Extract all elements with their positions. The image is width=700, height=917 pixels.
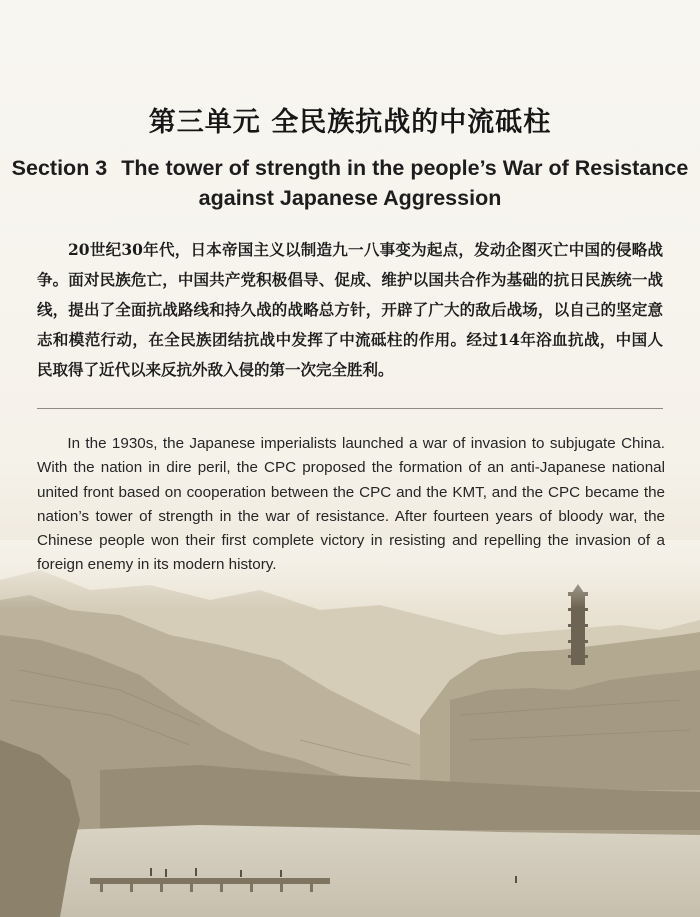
section-title-english [0, 153, 700, 213]
unit-title-chinese: 第三单元 全民族抗战的中流砥柱 [148, 107, 552, 138]
section-divider [37, 408, 663, 409]
intro-paragraph-english: In the 1930s, the Japanese imperialists launched a war of invasion to subjugate China. With the nation in dire peril, the CPC proposed the formation of an anti-Japanese national united front based on cooperation between the CPC and the KMT, and the CPC became the nation’s tower of strength in the war of resistance. After fourteen years of bloody war, the Chinese people won their first complete victory in resisting and repelling the invasion of a foreign enemy in its modern history. [37, 435, 665, 574]
section-title-text: The tower of strength in the people’s War of Resistance against Japanese Aggression [121, 156, 689, 210]
intro-paragraph-chinese: 20世纪30年代，日本帝国主义以制造九一八事变为起点，发动企图灭亡中国的侵略战争。面对民族危亡，中国共产党积极倡导、促成、维护以国共合作为基础的抗日民族统一战线，提出了全面抗战路线和持久战的战略总方针，开辟了广大的敌后战场，以自己的坚定意志和模范行动，在全民族团结抗战中发挥了中流砥柱的作用。经过14年浴血抗战，中国人民取得了近代以来反抗外敌入侵的第一次完全胜利。 [37, 240, 663, 379]
section-label: Section 3 [11, 156, 108, 180]
historic-landscape-photo [0, 540, 700, 917]
